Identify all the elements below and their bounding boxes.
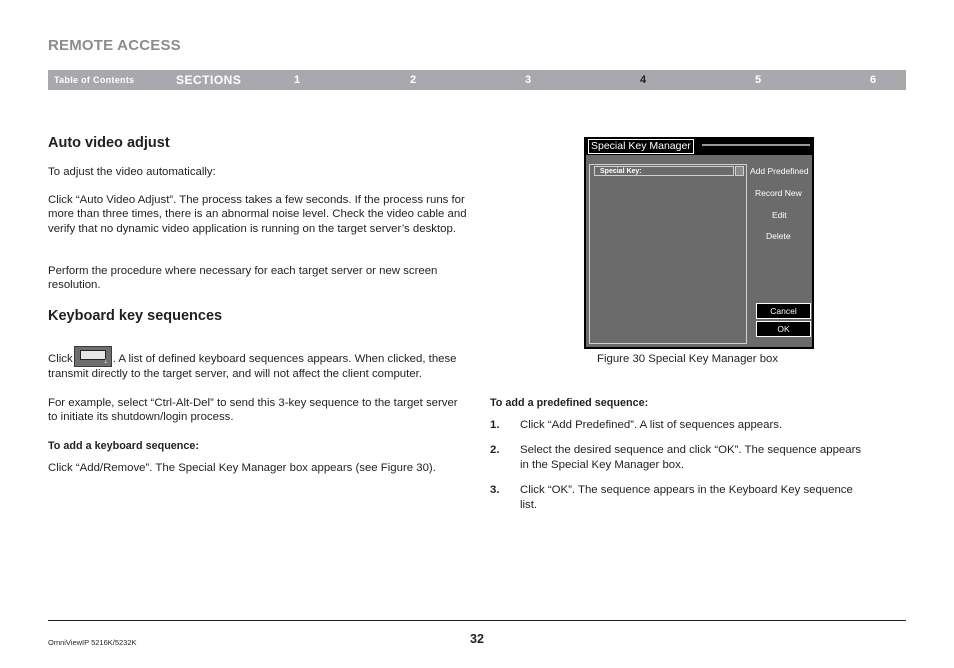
page-number: 32 bbox=[470, 632, 484, 646]
step-number: 2. bbox=[490, 443, 500, 456]
sections-label: SECTIONS bbox=[176, 73, 242, 87]
nav-section-5[interactable]: 5 bbox=[755, 74, 762, 86]
step-text: Click “Add Predefined”. A list of sequences appears. bbox=[520, 419, 783, 431]
paragraph-auto-adjust-note: Perform the procedure where necessary for each target server or new screen resolution. bbox=[48, 265, 438, 292]
footer-product-name: OmniViewIP 5216K/5232K bbox=[48, 638, 137, 647]
title-bar-stripe bbox=[702, 144, 810, 146]
nav-section-2[interactable]: 2 bbox=[410, 74, 417, 86]
nav-section-3[interactable]: 3 bbox=[525, 74, 532, 86]
paragraph-keyboard-example: For example, select “Ctrl-Alt-Del” to send this 3-key sequence to the target server to initiate its shutdown/login process. bbox=[48, 397, 458, 424]
nav-section-6[interactable]: 6 bbox=[870, 74, 877, 86]
special-key-list-header: Special Key: bbox=[594, 166, 734, 176]
list-item bbox=[490, 443, 870, 474]
nav-section-4-active[interactable]: 4 bbox=[640, 74, 647, 86]
dialog-body bbox=[586, 155, 812, 347]
subheading-add-keyboard-sequence: To add a keyboard sequence: bbox=[48, 440, 199, 452]
step-number: 3. bbox=[490, 483, 500, 496]
nav-section-1[interactable]: 1 bbox=[294, 74, 301, 86]
step-number: 1. bbox=[490, 419, 500, 431]
paragraph-auto-adjust-intro: To adjust the video automatically: bbox=[48, 166, 216, 178]
chevron-down-icon: ↓ bbox=[103, 356, 108, 365]
record-new-button[interactable]: Record New bbox=[755, 188, 802, 198]
footer-divider bbox=[48, 620, 906, 621]
keyboard-click-description: . A list of defined keyboard sequences appears. When clicked, these transmit directly to the target server, and will not affect the client computer. bbox=[48, 353, 457, 380]
ok-button[interactable]: OK bbox=[756, 321, 811, 337]
cancel-button[interactable]: Cancel bbox=[756, 303, 811, 319]
click-text: Click bbox=[48, 353, 73, 365]
paragraph-add-remove: Click “Add/Remove”. The Special Key Manager box appears (see Figure 30). bbox=[48, 462, 436, 474]
heading-keyboard-key-sequences: Keyboard key sequences bbox=[48, 308, 223, 324]
step-text: Click “OK”. The sequence appears in the Keyboard Key sequence list. bbox=[520, 483, 853, 511]
edit-button[interactable]: Edit bbox=[772, 210, 787, 220]
predefined-steps-list bbox=[490, 418, 870, 523]
paragraph-auto-adjust-steps: Click “Auto Video Adjust”. The process takes a few seconds. If the process runs for more than three times, there is an abnormal noise level. Check the video cable and verify that no dynamic video application is running on the target server’s desktop. bbox=[48, 194, 467, 235]
special-key-list[interactable] bbox=[589, 164, 747, 344]
paragraph-keyboard-click bbox=[48, 346, 468, 381]
table-of-contents-link[interactable]: Table of Contents bbox=[54, 75, 135, 85]
special-key-manager-dialog bbox=[584, 137, 814, 349]
list-item bbox=[490, 418, 870, 434]
keyboard-icon bbox=[80, 350, 106, 360]
delete-button[interactable]: Delete bbox=[766, 231, 791, 241]
section-nav-bar bbox=[48, 70, 906, 90]
subheading-add-predefined-sequence: To add a predefined sequence: bbox=[490, 397, 649, 409]
keyboard-sequence-button[interactable] bbox=[74, 346, 112, 367]
list-scrollbar[interactable] bbox=[735, 166, 744, 176]
heading-auto-video-adjust: Auto video adjust bbox=[48, 135, 170, 151]
step-text: Select the desired sequence and click “OK”. The sequence appears in the Special Key Manager box. bbox=[520, 443, 862, 471]
figure-caption: Figure 30 Special Key Manager box bbox=[597, 353, 779, 365]
section-title: REMOTE ACCESS bbox=[48, 37, 181, 54]
add-predefined-button[interactable]: Add Predefined bbox=[750, 166, 809, 176]
dialog-title: Special Key Manager bbox=[588, 139, 694, 154]
list-item bbox=[490, 483, 870, 514]
